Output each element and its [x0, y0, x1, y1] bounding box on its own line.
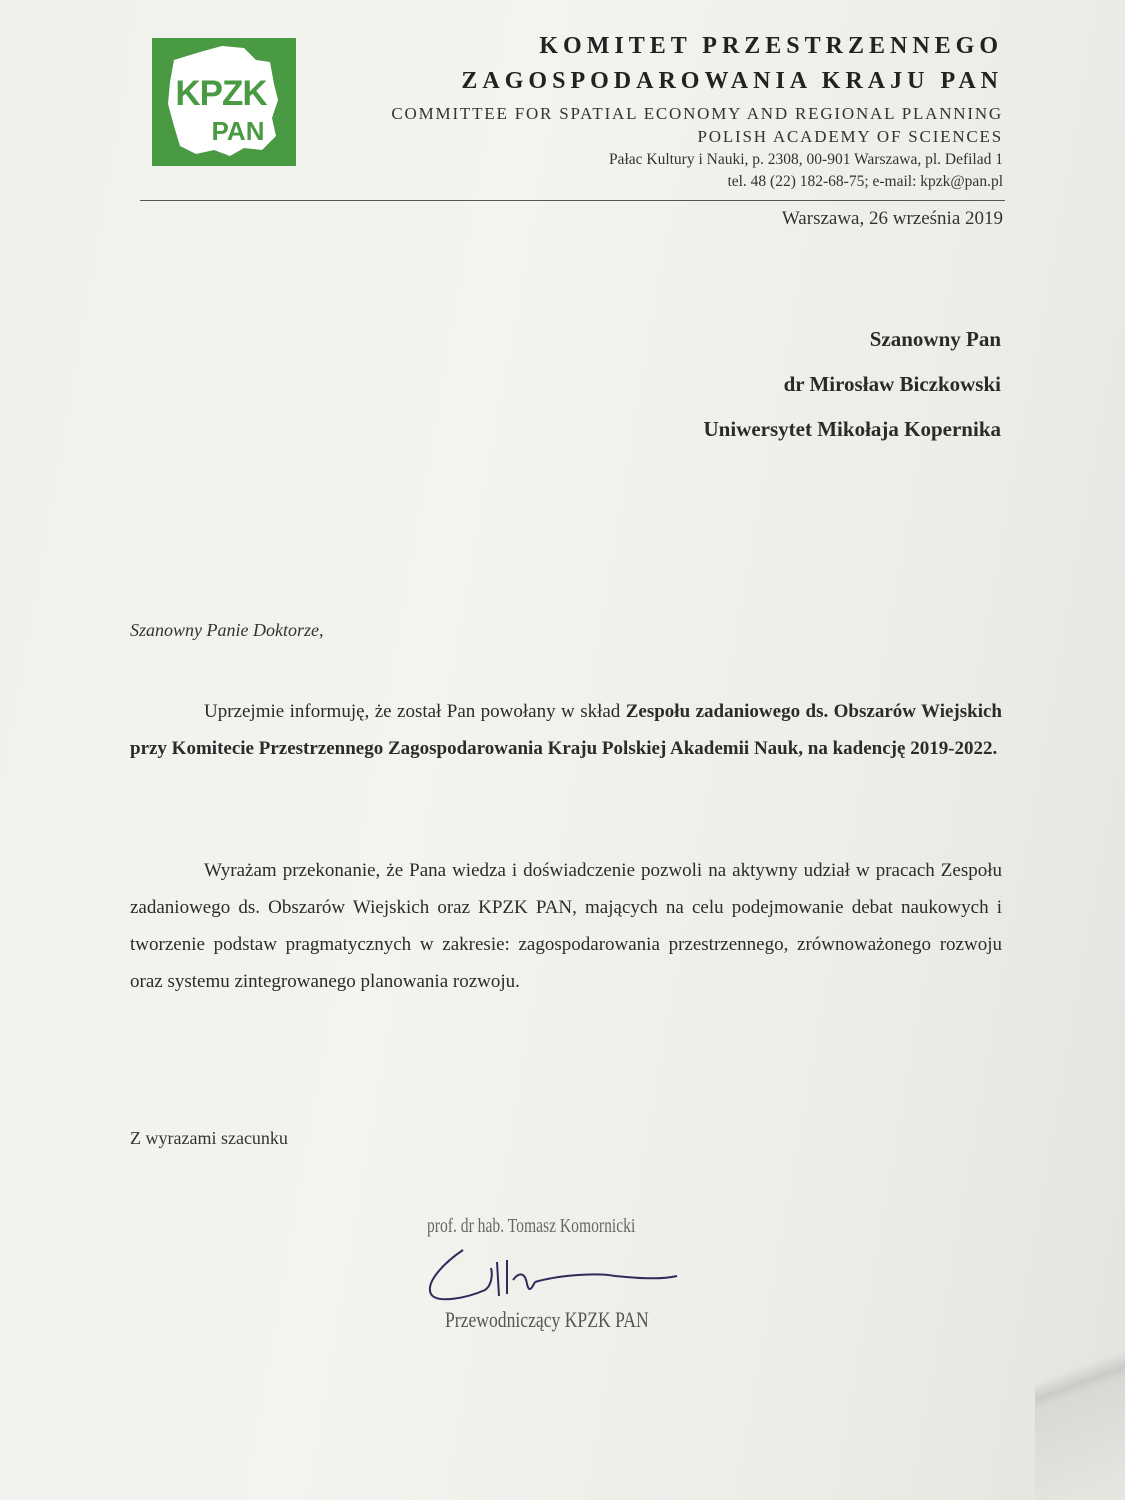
kpzk-logo [152, 38, 296, 166]
signer-name: prof. dr hab. Tomasz Komornicki [427, 1215, 636, 1237]
org-name-en-line1: COMMITTEE FOR SPATIAL ECONOMY AND REGIONAL PLANNING [391, 104, 1003, 123]
closing-phrase: Z wyrazami szacunku [130, 1128, 288, 1148]
org-name-pl-line2: ZAGOSPODAROWANIA KRAJU PAN [461, 68, 1003, 94]
org-address: Pałac Kultury i Nauki, p. 2308, 00-901 Warszawa, pl. Defilad 1 [608, 151, 1003, 168]
salutation: Szanowny Panie Doktorze, [130, 620, 324, 640]
signer-title: Przewodniczący KPZK PAN [445, 1307, 649, 1332]
recipient-greeting: Szanowny Pan [869, 327, 1001, 351]
org-name-pl-line1: KOMITET PRZESTRZENNEGO [539, 33, 1003, 59]
paragraph-appointment-bold: Zespołu zadaniowego ds. Obszarów Wiejskich przy Komitecie Przestrzennego Zagospodarowania Kraju Polskiej Akademii Nauk, na kadencję 2019-2022. [130, 701, 1002, 759]
paragraph-appointment [130, 693, 1002, 767]
org-contact: tel. 48 (22) 182-68-75; e-mail: kpzk@pan.pl [727, 173, 1003, 190]
paper-edge-shadow [1035, 1200, 1125, 1500]
recipient-institution: Uniwersytet Mikołaja Kopernika [703, 417, 1001, 441]
letter-date: Warszawa, 26 września 2019 [781, 208, 1003, 229]
logo-kpzk-text: KPZK [175, 74, 267, 113]
paragraph-expectation: Wyrażam przekonanie, że Pana wiedza i doświadczenie pozwoli na aktywny udział w pracach Zespołu zadaniowego ds. Obszarów Wiejskich oraz KPZK PAN, mających na celu podejmowanie debat naukowych i tworzenie podstaw pragmatycznych w zakresie: zagospodarowania przestrzennego, zrównoważonego rozwoju oraz systemu zintegrowanego planowania rozwoju. [130, 860, 1002, 992]
logo-pan-text: PAN [211, 116, 265, 146]
org-name-en-line2: POLISH ACADEMY OF SCIENCES [697, 127, 1003, 146]
handwritten-signature [415, 1232, 685, 1312]
header-divider [140, 200, 1005, 201]
paragraph-appointment-intro: Uprzejmie informuję, że został Pan powołany w skład [204, 701, 626, 722]
recipient-name: dr Mirosław Biczkowski [783, 372, 1001, 396]
